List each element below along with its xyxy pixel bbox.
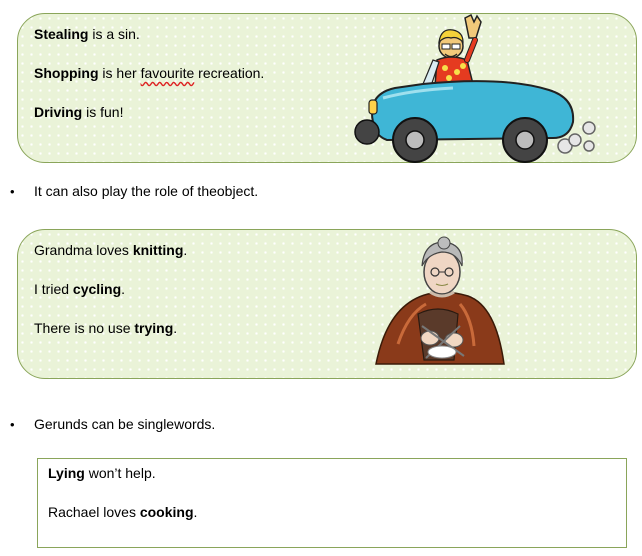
gerund-word: trying [134,320,174,336]
example-box-subject [17,13,637,163]
gerund-word: cycling [72,281,122,297]
example-box-single-words [37,458,627,548]
gerund-word: Lying [48,465,85,481]
bullet-text: It can also play the role of theobject. [34,183,259,199]
spellcheck-flagged-word: favourite [140,65,195,81]
example-line: Lying won’t help. [48,465,156,481]
gerund-word: knitting [132,242,184,258]
bullet-point [10,416,215,432]
bullet-icon: • [10,417,15,432]
example-box-object [17,229,637,379]
gerund-word: Shopping [34,65,99,81]
knitting-grandma-illustration [368,234,508,370]
example-line: Shopping is her favourite recreation. [34,65,265,81]
bullet-text: Gerunds can be singlewords. [34,416,216,432]
bullet-point [10,183,258,199]
bullet-icon: • [10,184,15,199]
example-line: Driving is fun! [34,104,124,120]
car-driver-illustration [353,14,603,164]
example-line: Rachael loves cooking. [48,504,198,520]
example-line: Grandma loves knitting. [34,242,188,258]
example-line: There is no use trying. [34,320,178,336]
gerund-word: Driving [34,104,83,120]
gerund-word: cooking [139,504,194,520]
gerund-word: Stealing [34,26,89,42]
example-line: I tried cycling. [34,281,126,297]
example-line: Stealing is a sin. [34,26,140,42]
